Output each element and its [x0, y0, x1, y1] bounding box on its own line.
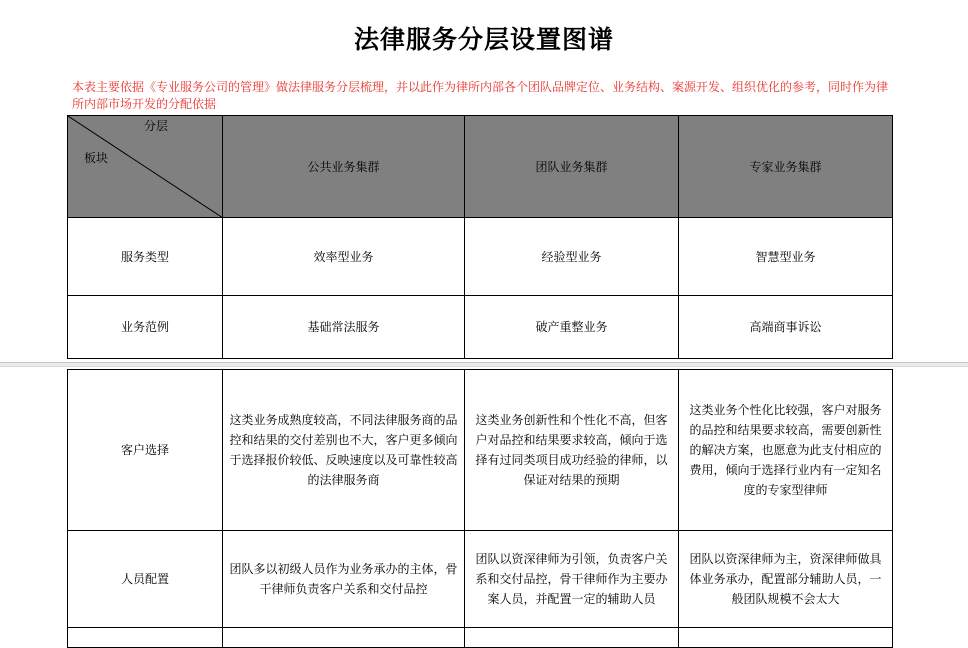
table-cell: 效率型业务: [223, 218, 465, 296]
table-row: [68, 218, 893, 296]
table-row: [68, 628, 893, 648]
table-cell: 破产重整业务: [465, 296, 679, 359]
table-cell: 团队多以初级人员作为业务承办的主体，骨干律师负责客户关系和交付品控: [223, 531, 465, 628]
service-table-bottom: [67, 369, 893, 648]
table-cell: 基础常法服务: [223, 296, 465, 359]
corner-label-tier: 分层: [144, 119, 169, 133]
table-cell: 经验型业务: [465, 218, 679, 296]
row-label: 服务类型: [68, 218, 223, 296]
table-row: [68, 370, 893, 531]
table-row: [68, 296, 893, 359]
table-cell: 这类业务创新性和个性化不高，但客户对品控和结果要求较高，倾向于选择有过同类项目成功经验的律师，以保证对结果的预期: [465, 370, 679, 531]
page-break-divider: [0, 362, 968, 367]
table-cell: 团队以资深律师为引领，负责客户关系和交付品控，骨干律师作为主要办案人员，并配置一定的辅助人员: [465, 531, 679, 628]
table-cell: [68, 628, 223, 648]
intro-note: 本表主要依据《专业服务公司的管理》做法律服务分层梳理，并以此作为律所内部各个团队品牌定位、业务结构、案源开发、组织优化的参考，同时作为律所内部市场开发的分配依据: [72, 80, 889, 111]
table-cell: 团队以资深律师为主，资深律师做具体业务承办，配置部分辅助人员，一般团队规模不会太大: [679, 531, 893, 628]
corner-label-sector: 板块: [84, 151, 109, 165]
row-label: 业务范例: [68, 296, 223, 359]
table-cell: [465, 628, 679, 648]
page-title: 法律服务分层设置图谱: [353, 25, 614, 54]
table-cell: 智慧型业务: [679, 218, 893, 296]
column-header-public: 公共业务集群: [223, 116, 465, 218]
column-header-expert: 专家业务集群: [679, 116, 893, 218]
table-cell: 高端商事诉讼: [679, 296, 893, 359]
row-label: 人员配置: [68, 531, 223, 628]
table-row: [68, 531, 893, 628]
table-cell: 这类业务成熟度较高，不同法律服务商的品控和结果的交付差别也不大，客户更多倾向于选择报价较低、反映速度以及可靠性较高的法律服务商: [223, 370, 465, 531]
table-cell: 这类业务个性化比较强，客户对服务的品控和结果要求较高，需要创新性的解决方案，也愿意为此支付相应的费用，倾向于选择行业内有一定知名度的专家型律师: [679, 370, 893, 531]
row-label: 客户选择: [68, 370, 223, 531]
service-table-top: [67, 115, 893, 359]
table-cell: [223, 628, 465, 648]
column-header-team: 团队业务集群: [465, 116, 679, 218]
table-cell: [679, 628, 893, 648]
corner-header-cell: [68, 116, 223, 218]
